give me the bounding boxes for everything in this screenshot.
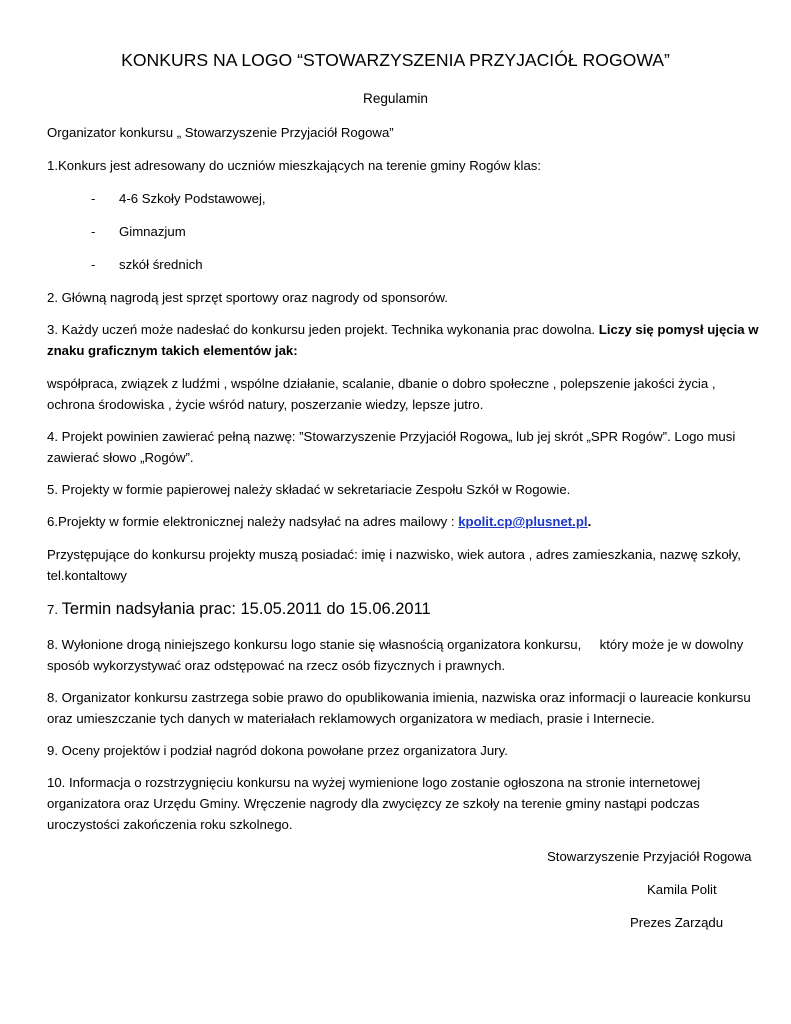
list-item: Gimnazjum	[119, 224, 186, 239]
rule-4-line-1: 4. Projekt powinien zawierać pełną nazwę: ”Stowarzyszenie Przyjaciół Rogowa„ lub jej skrót „SPR Rogów”. Logo musi	[47, 429, 736, 444]
organizer-line: Organizator konkursu „ Stowarzyszenie Przyjaciół Rogowa”	[47, 125, 394, 140]
signature-role: Prezes Zarządu	[630, 915, 724, 930]
requirements-line-2: tel.kontaltowy	[47, 568, 127, 583]
rule-3-bold: Liczy się pomysł ujęcia w	[598, 322, 759, 337]
rule-2: 2. Główną nagrodą jest sprzęt sportowy oraz nagrody od sponsorów.	[47, 290, 448, 305]
list-dash: -	[91, 191, 96, 206]
email-link[interactable]: kpolit.cp@plusnet.pl	[458, 514, 588, 529]
rule-8a-line-2: sposób wykorzystywać oraz odstępować na rzecz osób fizycznych i prawnych.	[47, 658, 506, 673]
elements-line-2: ochrona środowiska , życie wśród natury, poszerzanie wiedzy, lepsze jutro.	[47, 397, 484, 412]
rule-10-line-1: 10. Informacja o rozstrzygnięciu konkursu na wyżej wymienione logo zostanie ogłoszona na stronie internetowej	[47, 775, 701, 790]
list-dash: -	[91, 224, 96, 239]
rule-3-line-2	[47, 340, 298, 361]
rule-8b-line-2: oraz umieszczanie tych danych w materiałach reklamowych organizatora w mediach, prasie i Internecie.	[47, 711, 655, 726]
signature-organization: Stowarzyszenie Przyjaciół Rogowa	[547, 849, 752, 864]
rule-5: 5. Projekty w formie papierowej należy składać w sekretariacie Zespołu Szkół w Rogowie.	[47, 482, 571, 497]
elements-line-1: współpraca, związek z ludźmi , wspólne działanie, scalanie, dbanie o dobro społeczne , polepszenie jakości życia ,	[47, 376, 716, 391]
document-subtitle: Regulamin	[363, 91, 428, 106]
requirements-line-1: Przystępujące do konkursu projekty muszą posiadać: imię i nazwisko, wiek autora , adres zamieszkania, nazwę szkoły,	[47, 547, 741, 562]
deadline-text: Termin nadsyłania prac: 15.05.2011 do 15.06.2011	[61, 600, 431, 618]
list-item: 4-6 Szkoły Podstawowej,	[119, 191, 266, 206]
rule-8a-line-1: 8. Wyłonione drogą niniejszego konkursu logo stanie się własnością organizatora konkursu, który może je w dowolny	[47, 637, 744, 652]
list-item: szkół średnich	[119, 257, 203, 272]
rule-1: 1.Konkurs jest adresowany do uczniów mieszkających na terenie gminy Rogów klas:	[47, 158, 542, 173]
rule-10-line-2: organizatora oraz Urzędu Gminy. Wręczenie nagrody dla zwycięzcy ze szkoły na terenie gminy nastąpi podczas	[47, 796, 700, 811]
rule-4-line-2: zawierać słowo „Rogów”.	[47, 450, 194, 465]
rule-10-line-3: uroczystości zakończenia roku szkolnego.	[47, 817, 293, 832]
rule-6-period: .	[587, 514, 592, 529]
rule-9: 9. Oceny projektów i podział nagród dokona powołane przez organizatora Jury.	[47, 743, 508, 758]
rule-3-text: 3. Każdy uczeń może nadesłać do konkursu jeden projekt. Technika wykonania prac dowolna.	[47, 322, 596, 337]
rule-7	[47, 597, 431, 622]
rule-7-number: 7.	[47, 602, 58, 617]
rule-6	[47, 511, 591, 532]
list-dash: -	[91, 257, 96, 272]
rule-3-line-1	[47, 319, 759, 340]
document-title: KONKURS NA LOGO “STOWARZYSZENIA PRZYJACIÓŁ ROGOWA”	[121, 50, 670, 70]
signature-name: Kamila Polit	[647, 882, 717, 897]
rule-6-text: 6.Projekty w formie elektronicznej należy nadsyłać na adres mailowy :	[47, 514, 455, 529]
rule-3-bold-cont: znaku graficznym takich elementów jak:	[47, 343, 298, 358]
rule-8b-line-1: 8. Organizator konkursu zastrzega sobie prawo do opublikowania imienia, nazwiska oraz informacji o laureacie konkursu	[47, 690, 751, 705]
